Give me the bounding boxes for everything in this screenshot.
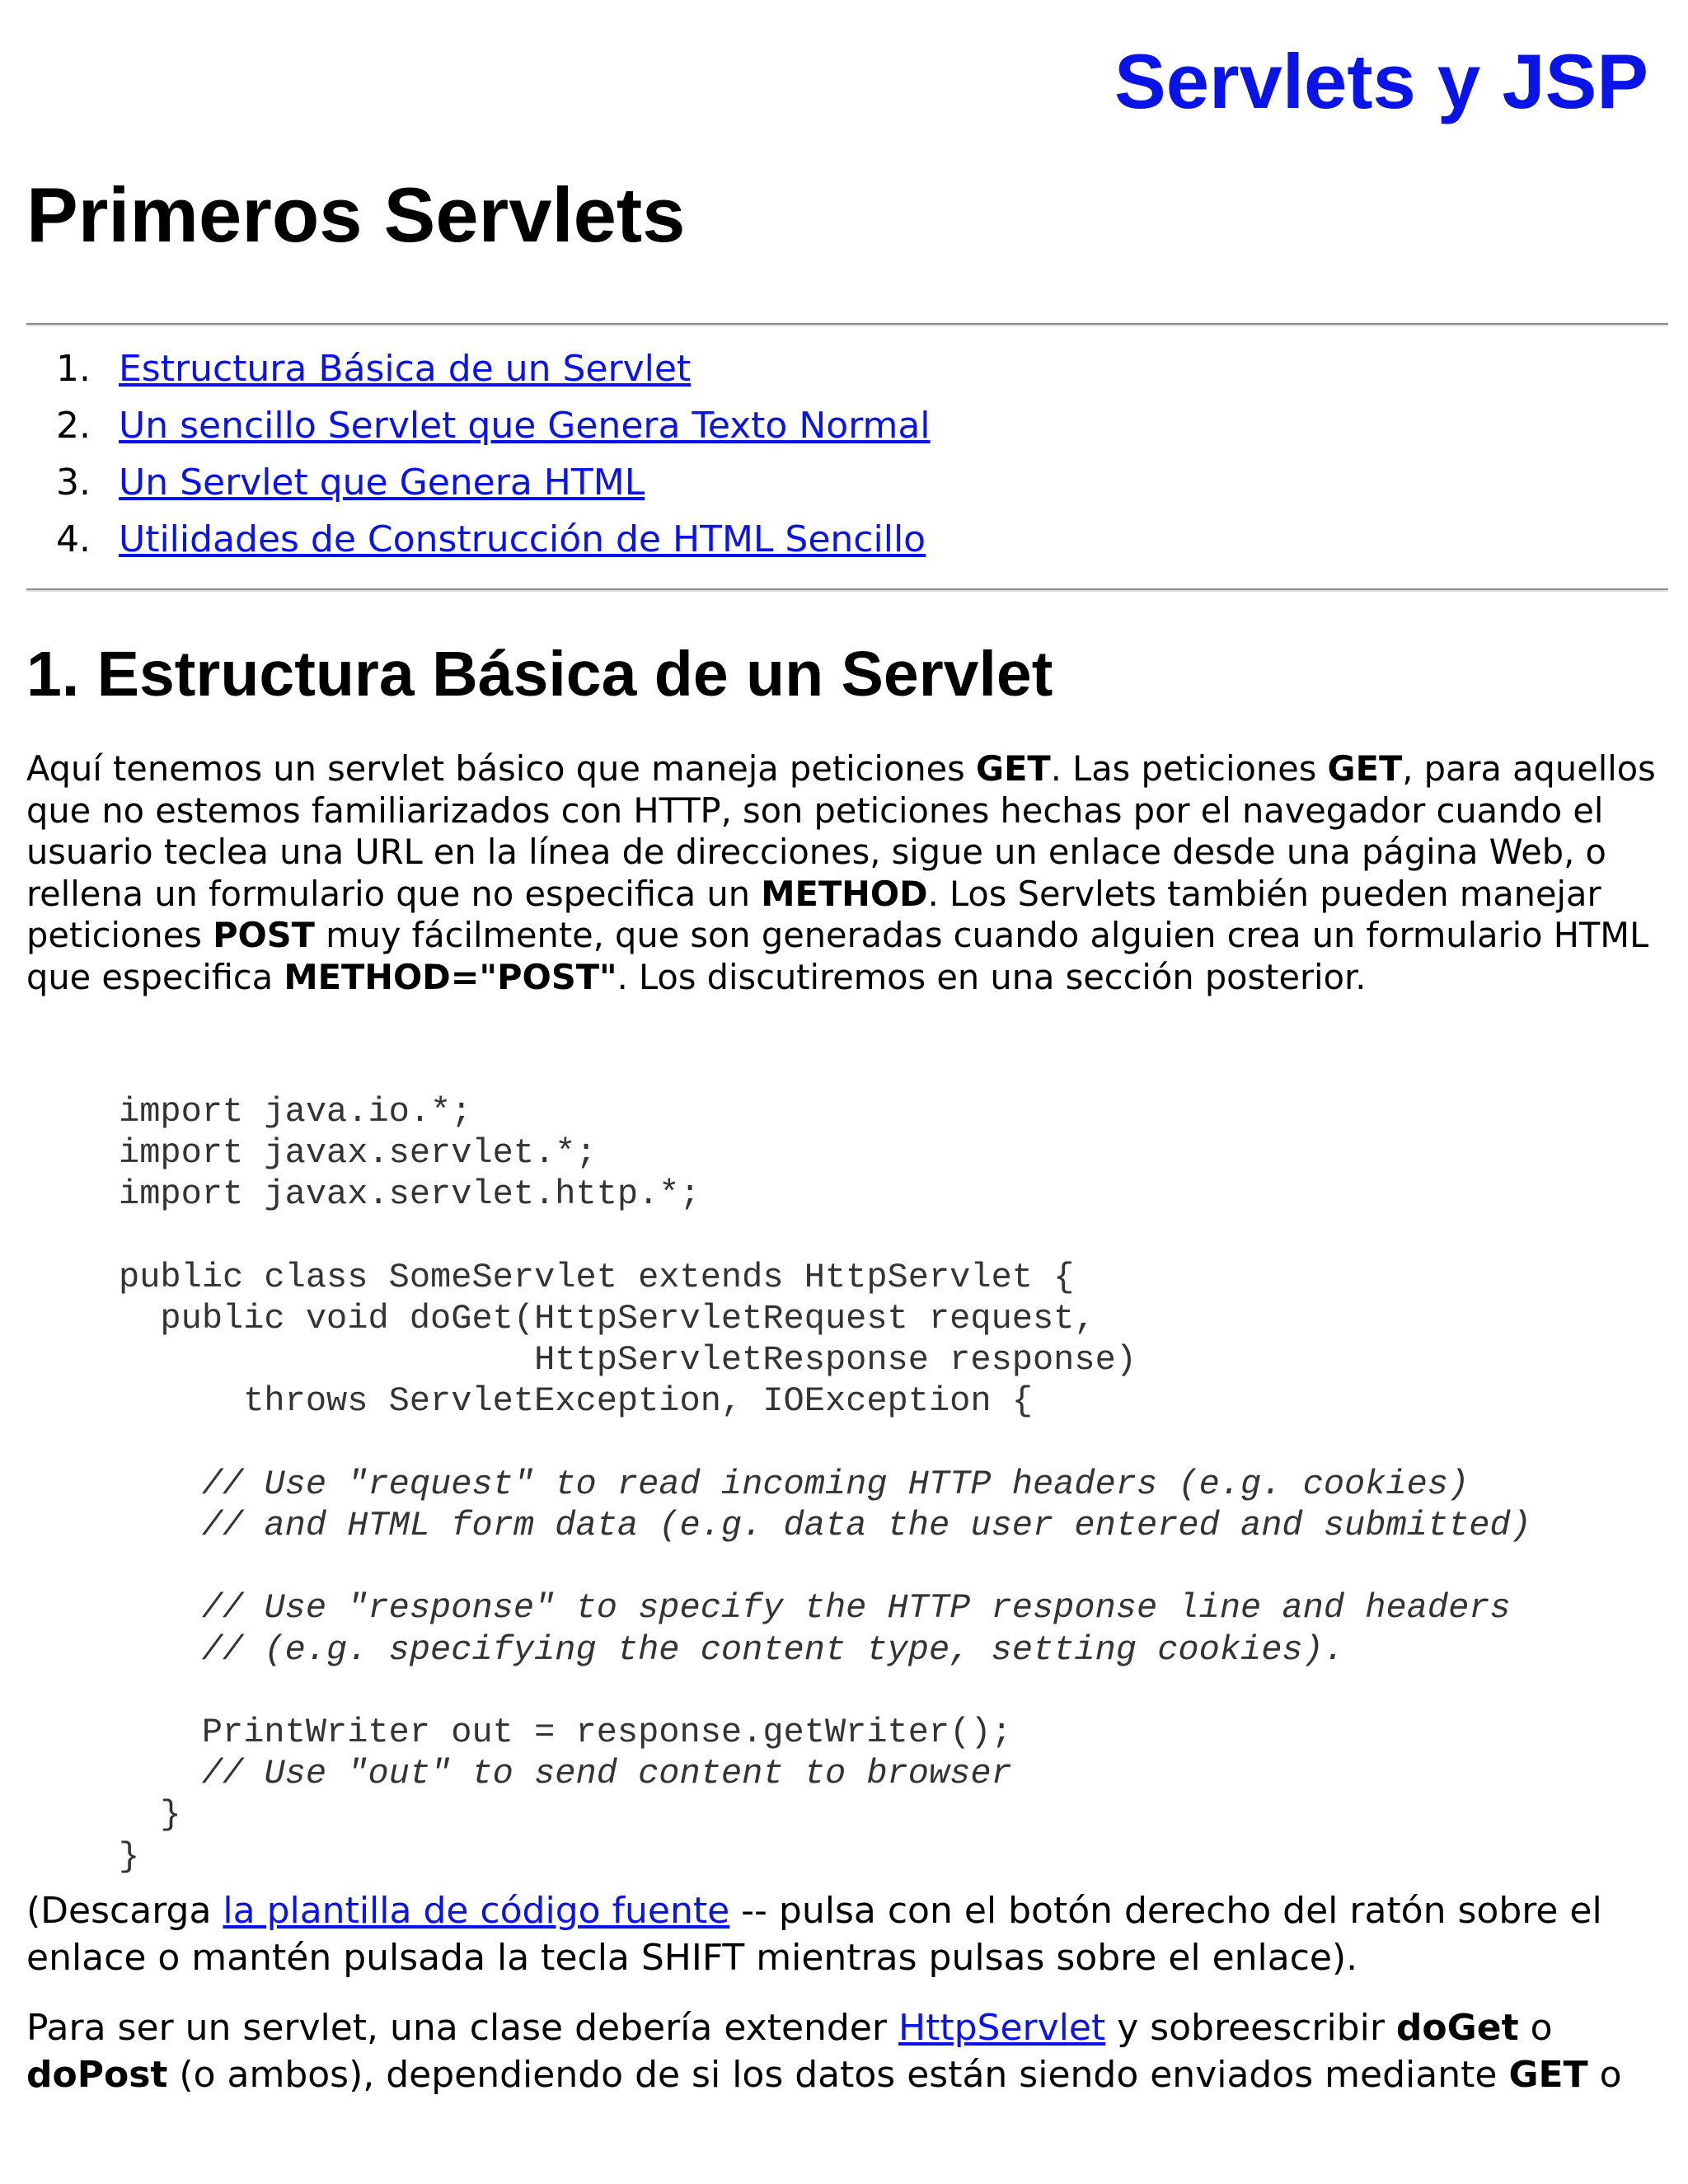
toc-item [26, 344, 931, 401]
code-line: import javax.servlet.http.*; [119, 1174, 701, 1215]
toc-number: 2. [56, 405, 91, 447]
code-line: public void doGet(HttpServletRequest request, [119, 1299, 1095, 1339]
code-comment: // Use "out" to send content to browser [119, 1754, 1012, 1794]
code-line: import javax.servlet.*; [119, 1133, 597, 1174]
intro-paragraph: Aquí tenemos un servlet básico que maneja peticiones GET. Las peticiones GET, para aquellos que no estemos familiarizados con HTTP, son peticiones hechas por el navegador cuando el usuario teclea una URL en la línea de direcciones, sigue un enlace desde una página Web, o rellena un formulario que no especifica un METHOD. Los Servlets también pueden manejar peticiones POST muy fácilmente, que son generadas cuando alguien crea un formulario HTML que especifica METHOD="POST". Los discutiremos en una sección posterior. [26, 748, 1656, 997]
httpservlet-link[interactable]: HttpServlet [898, 2007, 1106, 2049]
toc-number: 1. [56, 348, 91, 390]
code-line: HttpServletResponse response) [119, 1340, 1137, 1380]
code-line: } [119, 1795, 181, 1835]
toc-number: 4. [56, 518, 91, 560]
code-line: throws ServletException, IOException { [119, 1381, 1033, 1422]
code-line: } [119, 1836, 140, 1877]
divider-bottom [26, 588, 1668, 592]
download-template-link[interactable]: la plantilla de código fuente [223, 1890, 730, 1932]
page-title: Primeros Servlets [26, 171, 686, 258]
servlet-paragraph: Para ser un servlet, una clase debería extender HttpServlet y sobreescribir doGet o doPost (o ambos), dependiendo de si los datos están siendo enviados mediante GET o [26, 2007, 1622, 2096]
code-block [119, 1091, 1531, 1877]
toc-number: 3. [56, 462, 91, 504]
toc-item [26, 401, 931, 458]
code-line: public class SomeServlet extends HttpServlet { [119, 1257, 1075, 1297]
toc-link-genera-html[interactable]: Un Servlet que Genera HTML [119, 462, 645, 504]
toc-item [26, 515, 931, 572]
code-comment: // and HTML form data (e.g. data the user entered and submitted) [119, 1506, 1531, 1546]
code-line: PrintWriter out = response.getWriter(); [119, 1713, 1012, 1753]
toc-item [26, 458, 931, 515]
code-comment: // Use "response" to specify the HTTP response line and headers [119, 1588, 1511, 1629]
table-of-contents [26, 344, 931, 572]
section-heading: 1. Estructura Básica de un Servlet [26, 639, 1053, 710]
toc-link-utilidades-html[interactable]: Utilidades de Construcción de HTML Sencillo [119, 518, 926, 560]
download-note: (Descarga la plantilla de código fuente -- pulsa con el botón derecho del ratón sobre el enlace o mantén pulsada la tecla SHIFT mientras pulsas sobre el enlace). [26, 1890, 1602, 1979]
code-line: import java.io.*; [119, 1092, 472, 1132]
code-comment: // (e.g. specifying the content type, setting cookies). [119, 1629, 1345, 1670]
divider-top [26, 323, 1668, 326]
toc-link-texto-normal[interactable]: Un sencillo Servlet que Genera Texto Normal [119, 405, 931, 447]
site-brand: Servlets y JSP [1114, 38, 1648, 124]
toc-link-estructura-basica[interactable]: Estructura Básica de un Servlet [119, 348, 692, 390]
code-comment: // Use "request" to read incoming HTTP headers (e.g. cookies) [119, 1464, 1470, 1504]
